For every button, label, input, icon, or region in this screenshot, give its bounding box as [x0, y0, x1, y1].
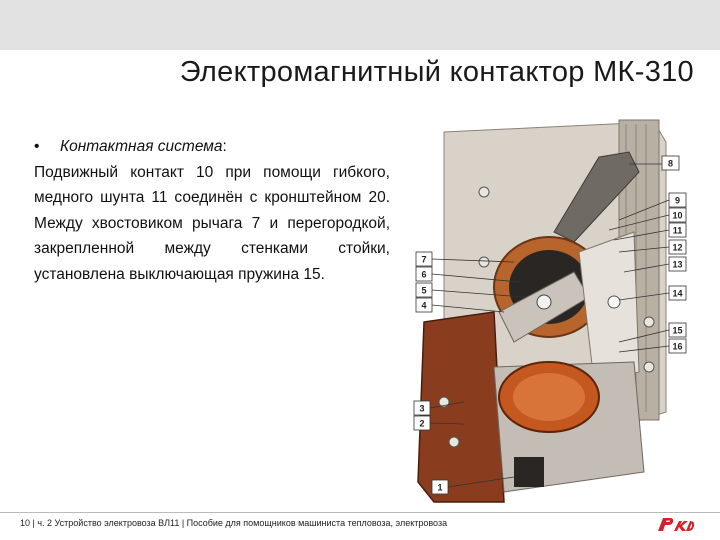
- callout-12: 12: [672, 242, 683, 253]
- body-paragraph: Подвижный контакт 10 при помощи гибкого, медного шунта 11 соединён с кронштейном 20. Между хвостовиком рычага 7 и перегородкой, закрепленной между стенками стойки, установлена выключающая пружина 15.: [34, 163, 390, 283]
- callout-7: 7: [421, 254, 427, 265]
- callout-6: 6: [421, 269, 427, 280]
- callout-8: 8: [667, 158, 674, 169]
- callout-16: 16: [672, 341, 683, 352]
- slide-title: Электромагнитный контактор МК-310: [179, 56, 694, 88]
- callout-15: 15: [672, 325, 683, 336]
- bullet-marker: •: [34, 138, 40, 155]
- contactor-illustration: [404, 112, 710, 504]
- top-band: [0, 0, 720, 50]
- callout-11: 11: [672, 225, 683, 236]
- slide-body: [34, 134, 390, 288]
- callout-3: 3: [419, 403, 425, 414]
- callout-1: 1: [437, 482, 443, 493]
- footer-divider: [0, 512, 720, 513]
- callout-9: 9: [674, 195, 681, 206]
- bullet-colon: :: [222, 138, 227, 155]
- callout-14: 14: [672, 288, 683, 299]
- footer-text: 10 | ч. 2 Устройство электровоза ВЛ11 | Пособие для помощников машиниста тепловоза, электровоза: [20, 518, 448, 528]
- rzd-logo-icon: [655, 513, 697, 535]
- terminal-block: [514, 457, 544, 487]
- callout-10: 10: [672, 210, 683, 221]
- callout-13: 13: [672, 259, 683, 270]
- callout-4: 4: [421, 300, 427, 311]
- bullet-item: [34, 134, 390, 160]
- callout-5: 5: [421, 285, 427, 296]
- base-frame: [418, 312, 504, 502]
- bullet-heading: Контактная система: [60, 138, 223, 155]
- callout-2: 2: [419, 418, 425, 429]
